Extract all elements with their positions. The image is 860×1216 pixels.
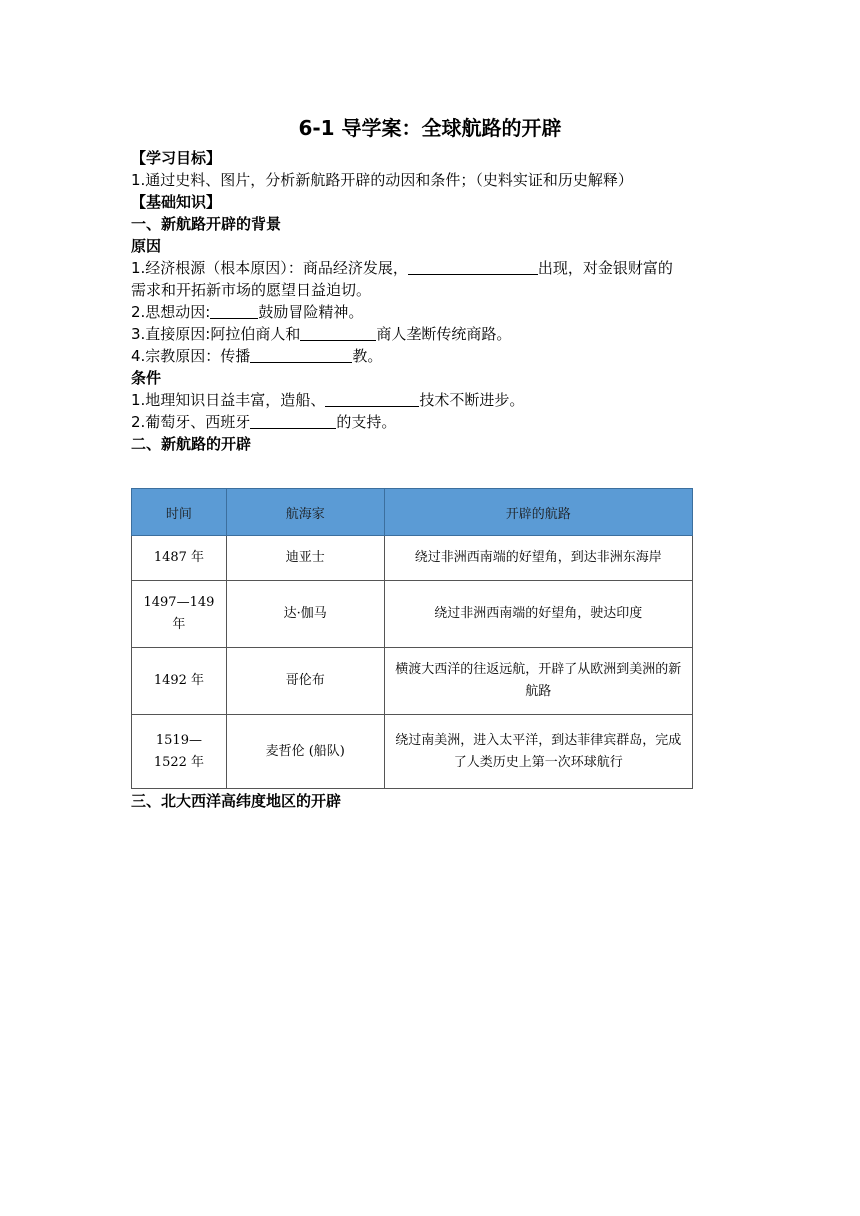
reason4-text-b: 教。: [352, 347, 383, 365]
reason1-text-c: 需求和开拓新市场的愿望日益迫切。: [131, 281, 372, 299]
reason-3: [131, 323, 751, 345]
cell-time: 1519— 1522 年: [132, 715, 227, 789]
fill-blank: [250, 348, 352, 363]
basics-heading: 【基础知识】: [131, 193, 222, 211]
cell-time: 1487 年: [132, 536, 227, 581]
goal-1: 1.通过史料、图片，分析新航路开辟的动因和条件；（史料实证和历史解释）: [131, 171, 633, 189]
section2-heading: 二、新航路的开辟: [131, 435, 252, 453]
reasons-heading: 原因: [131, 237, 162, 255]
cell-navigator: 达·伽马: [226, 581, 384, 648]
goals-heading: 【学习目标】: [131, 149, 222, 167]
reason-4: [131, 345, 751, 367]
page-title: 6-1 导学案：全球航路的开辟: [298, 116, 562, 140]
header-time: 时间: [132, 489, 227, 536]
worksheet-body: [131, 147, 751, 455]
cell-route: 绕过非洲西南端的好望角，驶达印度: [384, 581, 692, 648]
reason1-text-b: 出现，对金银财富的: [537, 259, 673, 277]
fill-blank: [250, 414, 336, 429]
voyages-table: [131, 488, 693, 789]
cell-time: 1497—149 年: [132, 581, 227, 648]
header-route: 开辟的航路: [384, 489, 692, 536]
reason3-text-b: 商人垄断传统商路。: [376, 325, 512, 343]
fill-blank: [210, 304, 258, 319]
cond1-text-a: 1.地理知识日益丰富，造船、: [131, 391, 326, 409]
header-navigator: 航海家: [226, 489, 384, 536]
section1-heading: 一、新航路开辟的背景: [131, 215, 282, 233]
fill-blank: [300, 326, 376, 341]
conditions-heading: 条件: [131, 369, 162, 387]
section3-heading: 三、北大西洋高纬度地区的开辟: [131, 792, 342, 810]
reason1-text-a: 1.经济根源（根本原因）：商品经济发展，: [131, 259, 408, 277]
table-header-row: [132, 489, 693, 536]
cell-route: 绕过南美洲，进入太平洋，到达菲律宾群岛，完成了人类历史上第一次环球航行: [384, 715, 692, 789]
cell-navigator: 哥伦布: [226, 648, 384, 715]
condition-1: [131, 389, 751, 411]
table-row: [132, 648, 693, 715]
fill-blank: [408, 260, 538, 275]
reason3-text-a: 3.直接原因:阿拉伯商人和: [131, 325, 301, 343]
cell-navigator: 麦哲伦 (船队): [226, 715, 384, 789]
table-row: [132, 536, 693, 581]
fill-blank: [325, 392, 419, 407]
condition-2: [131, 411, 751, 433]
reason-1: [131, 257, 751, 279]
cell-navigator: 迪亚士: [226, 536, 384, 581]
reason4-text-a: 4.宗教原因：传播: [131, 347, 251, 365]
cell-time: 1492 年: [132, 648, 227, 715]
cond1-text-b: 技术不断进步。: [419, 391, 525, 409]
cell-route: 绕过非洲西南端的好望角，到达非洲东海岸: [384, 536, 692, 581]
table-row: [132, 715, 693, 789]
cond2-text-b: 的支持。: [336, 413, 397, 431]
cell-route: 横渡大西洋的往返远航，开辟了从欧洲到美洲的新航路: [384, 648, 692, 715]
reason2-text-b: 鼓励冒险精神。: [258, 303, 364, 321]
reason-2: [131, 301, 751, 323]
cond2-text-a: 2.葡萄牙、西班牙: [131, 413, 251, 431]
reason2-text-a: 2.思想动因:: [131, 303, 211, 321]
table-row: [132, 581, 693, 648]
